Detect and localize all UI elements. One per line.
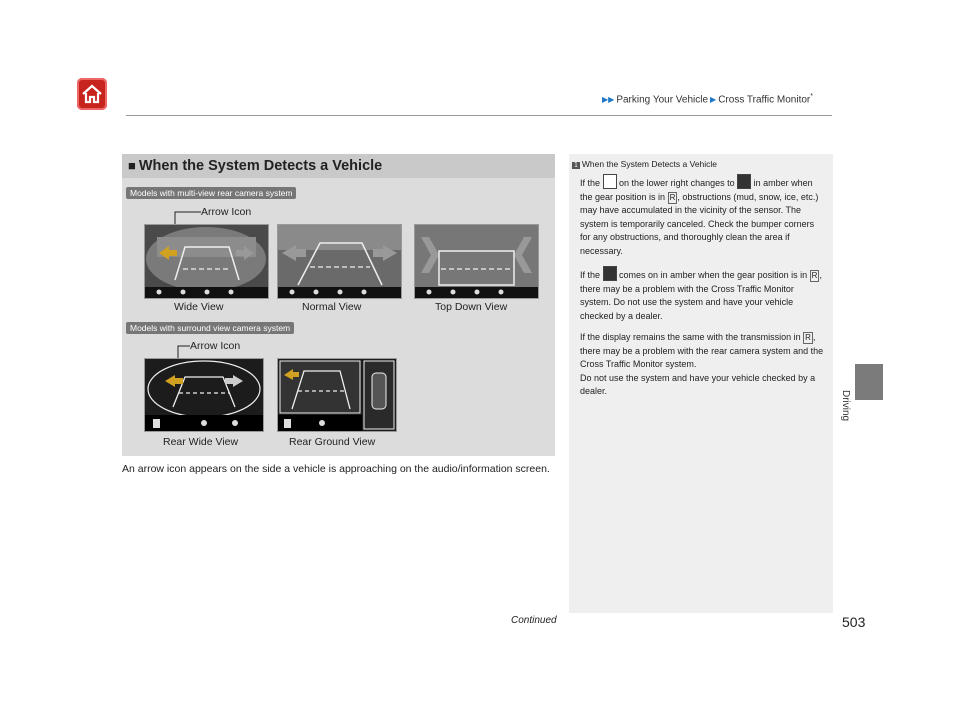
wide-view-screen xyxy=(144,224,269,299)
arrow-icon-label-2: Arrow Icon xyxy=(190,340,241,352)
normal-view-screen xyxy=(277,224,402,299)
square-bullet-icon: ■ xyxy=(128,158,136,173)
sensor-indicator-icon xyxy=(603,174,617,189)
gear-r-icon: R xyxy=(669,192,676,202)
normal-view-label: Normal View xyxy=(302,301,362,313)
breadcrumb-current: Cross Traffic Monitor xyxy=(718,94,811,106)
breadcrumb xyxy=(600,93,813,105)
panel-title: ■ When the System Detects a Vehicle xyxy=(128,158,383,174)
sidebar-paragraph-2: If the comes on in amber when the gear position is in R , there may be a problem with the Cross Traffic Monitor system. Do not use the system and have your vehicle checked by a dealer. xyxy=(580,266,826,323)
chapter-tab-label: Driving xyxy=(840,390,851,422)
rear-wide-view-screen xyxy=(144,358,264,432)
sidebar-note xyxy=(569,154,833,613)
rear-ground-view-label: Rear Ground View xyxy=(289,436,376,448)
sidebar-body xyxy=(580,174,826,407)
sidebar-heading: 1 When the System Detects a Vehicle xyxy=(574,159,718,169)
sidebar-paragraph-1: If the on the lower right changes to in amber when the gear position is in R , obstructions (mud, snow, ice, etc.) may have accumulated in the vicinity of the sensor. The system is temporarily canceled. Check the bumper corners for any obstructions, and thoroughly clean the area if necessary. xyxy=(580,174,826,258)
arrow-icon-label-1: Arrow Icon xyxy=(201,206,252,218)
gear-r-icon: R xyxy=(811,271,818,280)
sidebar-paragraph-3: If the display remains the same with the transmission in R , there may be a problem with the rear camera system and the Cross Traffic Monitor system. Do not use the system and have your vehicle checked by a dealer. xyxy=(580,332,824,396)
rear-wide-view-label: Rear Wide View xyxy=(163,436,239,448)
gear-r-icon: R xyxy=(805,333,811,342)
sensor-warning-icon xyxy=(737,174,751,189)
breadcrumb-arrow-icon: ▶▶ xyxy=(602,95,615,105)
top-down-view-label: Top Down View xyxy=(435,301,508,313)
chapter-tab[interactable] xyxy=(855,364,883,400)
page-number: 503 xyxy=(842,614,866,630)
body-paragraph: An arrow icon appears on the side a vehicle is approaching on the audio/information screen. xyxy=(122,463,550,475)
rear-ground-view-screen xyxy=(277,358,397,432)
asterisk-mark: * xyxy=(810,93,813,100)
breadcrumb-arrow-icon: ▶ xyxy=(710,95,717,105)
home-icon xyxy=(80,82,104,106)
system-warning-icon xyxy=(603,266,617,281)
wide-view-label: Wide View xyxy=(174,301,224,313)
home-button[interactable] xyxy=(77,78,107,110)
top-down-view-screen xyxy=(414,224,539,299)
breadcrumb-link-parking[interactable]: Parking Your Vehicle xyxy=(616,94,709,106)
continued-label: Continued xyxy=(511,615,557,626)
multi-view-note: Models with multi-view rear camera system xyxy=(126,187,296,199)
panel-header xyxy=(122,154,555,178)
note-marker-icon: 1 xyxy=(574,162,578,169)
surround-view-note: Models with surround view camera system xyxy=(126,322,294,334)
header-divider xyxy=(126,115,832,116)
figure-panel xyxy=(122,154,555,456)
